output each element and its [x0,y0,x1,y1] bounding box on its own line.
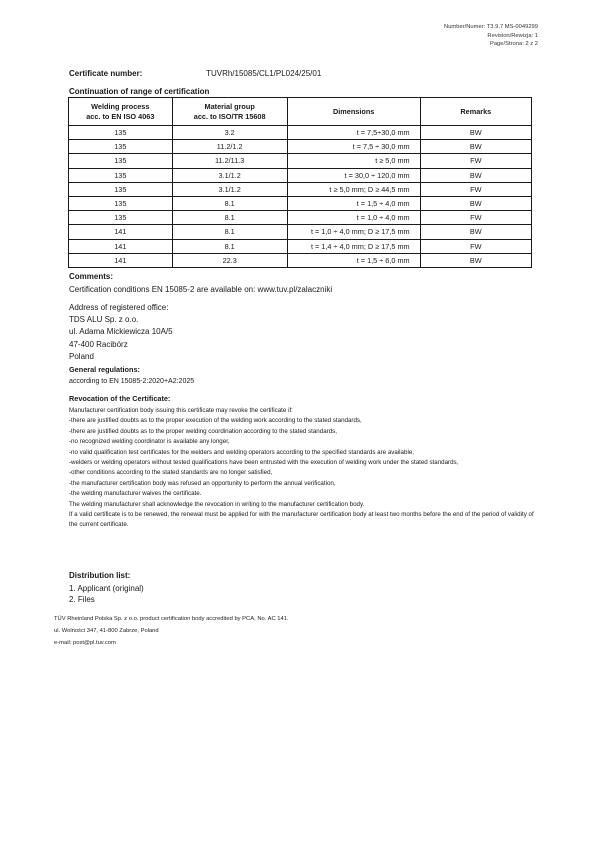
registered-office-address [69,302,173,363]
cell-remarks: BW [420,140,531,154]
table-row [69,126,532,140]
header-material-group-line2: acc. to ISO/TR 15608 [193,111,266,121]
footer-accreditation: TÜV Rheinland Polska Sp. z o.o. product certification body accredited by PCA, No. AC 141. [54,616,289,622]
cell-material-group: 11.2/11.3 [172,154,287,168]
footer [54,613,289,649]
cell-dimensions: t = 1,4 ÷ 4,0 mm; D ≥ 17,5 mm [287,239,420,253]
cell-material-group: 22.3 [172,253,287,267]
cell-remarks: BW [420,253,531,267]
address-line: 47-400 Racibórz [69,339,128,349]
header-welding-process-line2: acc. to EN ISO 4063 [86,111,155,121]
distribution-heading: Distribution list: [69,571,131,580]
revocation-heading: Revocation of the Certificate: [69,394,171,403]
cell-remarks: BW [420,126,531,140]
cell-process: 141 [69,253,173,267]
cell-process: 135 [69,196,173,210]
address-heading: Address of registered office: [69,303,169,312]
revocation-line: If a valid certificate is to be renewed, the renewal must be applied for with the manufacturer certification body at least two months before the end of the period of validity of the current certificate. [69,511,534,529]
general-regulations-heading: General regulations: [69,365,140,374]
revocation-line: -the welding manufacturer waives the certificate. [69,490,202,498]
table-row [69,140,532,154]
revocation-line: -no recognized welding coordinator is available any longer, [69,438,230,446]
revocation-text [69,406,534,531]
revocation-line: -other conditions according to the stated standards are no longer satisfied, [69,469,273,477]
document-page: Page/Strona: 2 z 2 [489,41,538,47]
footer-address: ul. Wolności 347, 41-800 Zabrze, Poland [54,628,159,634]
footer-email: e-mail: post@pl.tuv.com [54,640,116,646]
cell-remarks: BW [420,168,531,182]
header-material-group [172,98,287,126]
cell-remarks: FW [420,239,531,253]
cell-material-group: 11.2/1.2 [172,140,287,154]
continuation-title: Continuation of range of certification [69,87,210,96]
address-line: TDS ALU Sp. z o.o. [69,315,139,325]
cell-process: 141 [69,239,173,253]
cell-dimensions: t ≥ 5,0 mm; D ≥ 44,5 mm [287,182,420,196]
cell-dimensions: t = 7,5÷30,0 mm [287,126,420,140]
cell-dimensions: t = 30,0 ÷ 120,0 mm [287,168,420,182]
header-welding-process [69,98,173,126]
header-dimensions [287,98,420,126]
cell-material-group: 8.1 [172,225,287,239]
certificate-number-label: Certificate number: [69,69,143,78]
table-row [69,182,532,196]
cell-dimensions: t ≥ 5,0 mm [287,154,420,168]
cell-process: 135 [69,168,173,182]
cell-process: 135 [69,140,173,154]
cell-remarks: FW [420,211,531,225]
cell-dimensions: t = 1,5 ÷ 4,0 mm [287,196,420,210]
cell-dimensions: t = 1,0 ÷ 4,0 mm; D ≥ 17,5 mm [287,225,420,239]
certificate-number-row [69,69,321,78]
cell-remarks: BW [420,225,531,239]
address-line: ul. Adama Mickiewicza 10A/5 [69,327,173,337]
cell-dimensions: t = 7,5 ÷ 30,0 mm [287,140,420,154]
document-number: Number/Numer: T3.9.7 MS-0049299 [444,24,538,30]
revocation-line: -there are justified doubts as to the proper welding coordination according to the stated standards, [69,427,337,435]
table-row [69,168,532,182]
cell-dimensions: t = 1,0 ÷ 4,0 mm [287,211,420,225]
certificate-number-value: TUVRh/15085/CL1/PL024/25/01 [206,69,322,78]
revocation-line: -no valid qualification test certificates for the welders and welding operators according to the specified standards are available, [69,448,414,456]
cell-process: 141 [69,225,173,239]
cell-material-group: 8.1 [172,239,287,253]
cell-remarks: FW [420,154,531,168]
cell-material-group: 3.1/1.2 [172,168,287,182]
revocation-line: -the manufacturer certification body was refused an opportunity to perform the annual verification, [69,479,336,487]
revocation-line: The welding manufacturer shall acknowledge the revocation in writing to the manufacturer certification body. [69,500,365,508]
header-dimensions-label: Dimensions [332,106,375,116]
cell-material-group: 3.1/1.2 [172,182,287,196]
header-remarks-label: Remarks [460,106,492,116]
cell-process: 135 [69,126,173,140]
certification-range-table [68,97,532,268]
header-welding-process-line1: Welding process [91,101,150,111]
cell-process: 135 [69,211,173,225]
table-row [69,225,532,239]
cell-remarks: FW [420,182,531,196]
distribution-item: 2. Files [69,595,95,604]
general-regulations-text: according to EN 15085-2:2020+A2:2025 [69,378,195,385]
revocation-line: -welders or welding operators without tested qualifications have been entrusted with the execution of welding work under the stated standards, [69,459,459,467]
cell-process: 135 [69,154,173,168]
table-row [69,211,532,225]
document-revision: Revision/Rewizja: 1 [487,32,538,39]
cell-remarks: BW [420,196,531,210]
table-row [69,239,532,253]
distribution-item: 1. Applicant (original) [69,584,144,593]
comments-text: Certification conditions EN 15085-2 are available on: www.tuv.pl/zalaczniki [69,285,333,294]
distribution-list [69,583,144,605]
header-material-group-line1: Material group [204,101,255,111]
cell-process: 135 [69,182,173,196]
header-remarks [420,98,531,126]
cell-material-group: 8.1 [172,196,287,210]
table-row [69,196,532,210]
table-row [69,154,532,168]
revocation-line: -there are justified doubts as to the proper execution of the welding work according to the stated standards, [69,417,362,425]
table-header-row [69,98,532,126]
table-row [69,253,532,267]
cell-material-group: 3.2 [172,126,287,140]
cell-dimensions: t = 1,5 ÷ 6,0 mm [287,253,420,267]
revocation-line: Manufacturer certification body issuing this certificate may revoke the certificate if: [69,407,293,414]
comments-heading: Comments: [69,272,114,281]
address-line: Poland [69,351,94,361]
cell-material-group: 8.1 [172,211,287,225]
document-header [444,23,538,49]
